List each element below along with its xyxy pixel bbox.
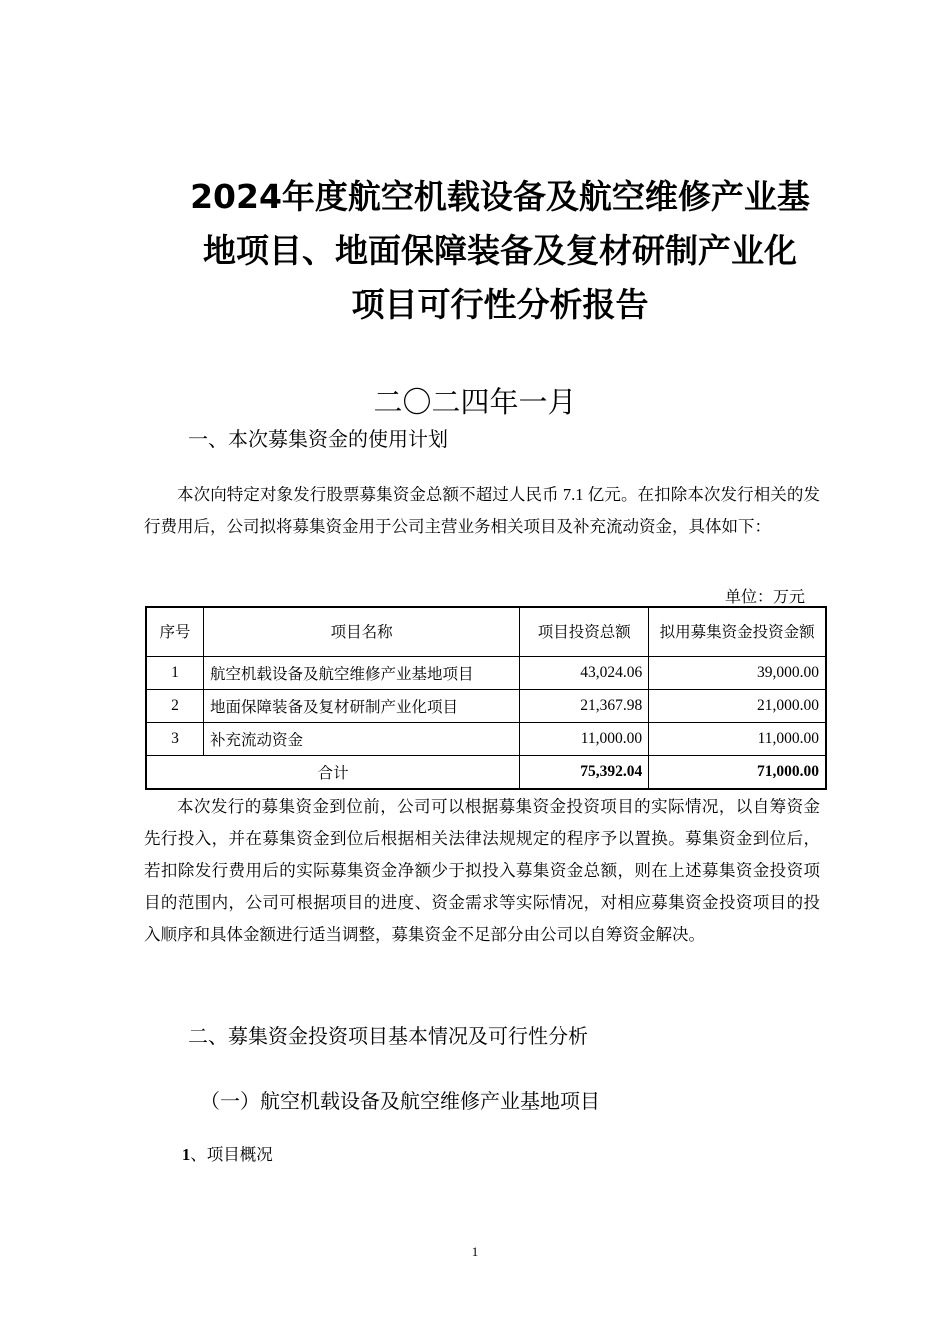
item-heading bbox=[182, 1141, 273, 1165]
row-no: 3 bbox=[146, 723, 203, 756]
row-no: 1 bbox=[146, 657, 203, 690]
row-raise: 39,000.00 bbox=[649, 657, 826, 690]
row-total: 43,024.06 bbox=[520, 657, 649, 690]
header-raise: 拟用募集资金投资金额 bbox=[649, 607, 826, 657]
table-row bbox=[146, 690, 826, 723]
report-date: 二〇二四年一月 bbox=[373, 385, 577, 419]
row-no: 2 bbox=[146, 690, 203, 723]
row-name: 补充流动资金 bbox=[203, 723, 519, 756]
table-row bbox=[146, 657, 826, 690]
row-raise: 11,000.00 bbox=[649, 723, 826, 756]
total-amount: 75,392.04 bbox=[520, 756, 649, 790]
row-name: 航空机载设备及航空维修产业基地项目 bbox=[203, 657, 519, 690]
investment-table bbox=[145, 606, 827, 790]
section-2-heading: 二、募集资金投资项目基本情况及可行性分析 bbox=[188, 1024, 588, 1048]
table-total-row bbox=[146, 756, 826, 790]
section-1-after-table: 本次发行的募集资金到位前，公司可以根据募集资金投资项目的实际情况，以自筹资金先行投入，并在募集资金到位后根据相关法律法规规定的程序予以置换。募集资金到位后，若扣除发行费用后的实际募集资金净额少于拟投入募集资金总额，则在上述募集资金投资项目的范围内，公司可根据项目的进度、资金需求等实际情况，对相应募集资金投资项目的投入顺序和具体金额进行适当调整，募集资金不足部分由公司以自筹资金解决。 bbox=[144, 797, 820, 944]
subsection-1-heading: （一）航空机载设备及航空维修产业基地项目 bbox=[200, 1089, 600, 1113]
header-no: 序号 bbox=[146, 607, 203, 657]
page-number: 1 bbox=[471, 1244, 479, 1259]
row-total: 21,367.98 bbox=[520, 690, 649, 723]
total-label: 合计 bbox=[146, 756, 520, 790]
total-raise: 71,000.00 bbox=[649, 756, 826, 790]
section-1-heading: 一、本次募集资金的使用计划 bbox=[188, 427, 448, 451]
title-line-2: 地项目、地面保障装备及复材研制产业化 bbox=[203, 231, 797, 270]
row-total: 11,000.00 bbox=[520, 723, 649, 756]
header-total: 项目投资总额 bbox=[520, 607, 649, 657]
title-line-1: 2024年度航空机载设备及航空维修产业基 bbox=[190, 177, 810, 216]
report-title bbox=[150, 170, 850, 332]
section-1-intro: 本次向特定对象发行股票募集资金总额不超过人民币 7.1 亿元。在扣除本次发行相关的发行费用后，公司拟将募集资金用于公司主营业务相关项目及补充流动资金，具体如下： bbox=[144, 485, 820, 536]
table-row bbox=[146, 723, 826, 756]
row-raise: 21,000.00 bbox=[649, 690, 826, 723]
item-title: 、项目概况 bbox=[190, 1145, 273, 1164]
table-unit-label: 单位：万元 bbox=[724, 589, 805, 606]
item-number: 1 bbox=[182, 1145, 191, 1164]
table-header-row bbox=[146, 607, 826, 657]
title-line-3: 项目可行性分析报告 bbox=[351, 285, 649, 324]
row-name: 地面保障装备及复材研制产业化项目 bbox=[203, 690, 519, 723]
header-name: 项目名称 bbox=[203, 607, 519, 657]
